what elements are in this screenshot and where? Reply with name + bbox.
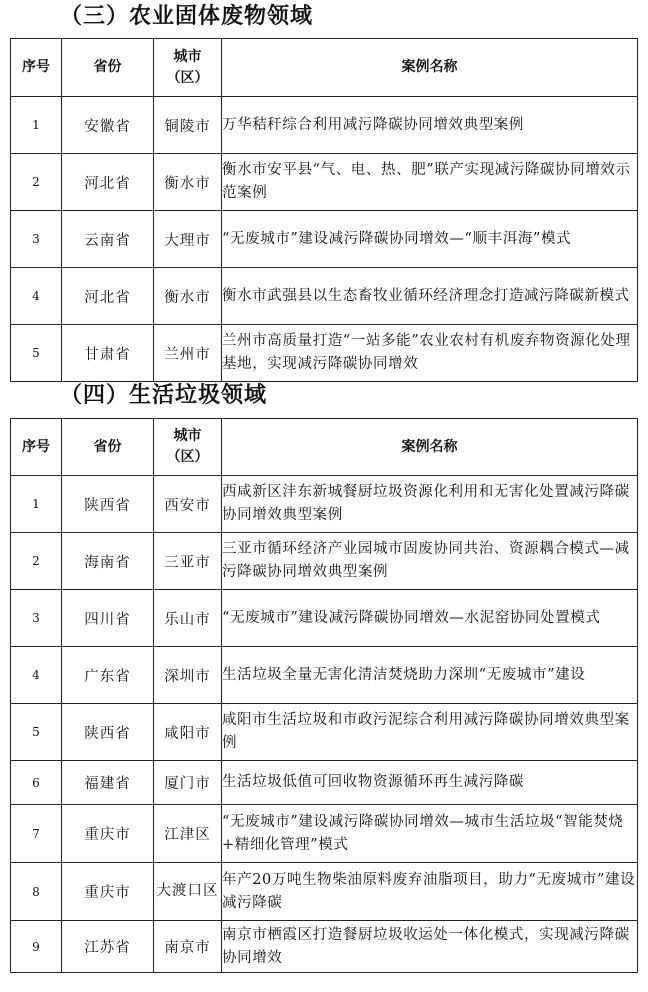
row-case-name: 兰州市高质量打造“一站多能”农业农村有机废弃物资源化处理基地，实现减污降碳协同增效 [222, 325, 638, 382]
row-case-name: “无废城市”建设减污降碳协同增效—水泥窑协同处置模式 [222, 590, 638, 647]
table-row [11, 211, 638, 268]
row-case-name: 三亚市循环经济产业园城市固废协同共治、资源耦合模式—减污降碳协同增效典型案例 [222, 533, 638, 590]
row-case-name: 衡水市安平县“气、电、热、肥”联产实现减污降碳协同增效示范案例 [222, 154, 638, 211]
row-city: 衡水市 [154, 268, 222, 325]
row-no: 3 [11, 211, 62, 268]
table-row [11, 921, 638, 973]
row-province: 河北省 [62, 154, 154, 211]
row-no: 9 [11, 921, 62, 973]
row-case-name: 万华秸秆综合利用减污降碳协同增效典型案例 [222, 97, 638, 154]
row-case-name: 生活垃圾全量无害化清洁焚烧助力深圳“无废城市”建设 [222, 647, 638, 704]
row-province: 重庆市 [62, 805, 154, 863]
row-city: 铜陵市 [154, 97, 222, 154]
row-province: 重庆市 [62, 863, 154, 921]
table-row [11, 154, 638, 211]
row-no: 4 [11, 268, 62, 325]
col-header-province: 省份 [62, 419, 154, 476]
row-province: 海南省 [62, 533, 154, 590]
row-city: 乐山市 [154, 590, 222, 647]
row-no: 4 [11, 647, 62, 704]
row-province: 广东省 [62, 647, 154, 704]
row-no: 1 [11, 476, 62, 533]
row-province: 安徽省 [62, 97, 154, 154]
row-case-name: “无废城市”建设减污降碳协同增效—城市生活垃圾“智能焚烧+精细化管理”模式 [222, 805, 638, 863]
row-case-name: 年产20万吨生物柴油原料废弃油脂项目，助力“无废城市”建设减污降碳 [222, 863, 638, 921]
row-city: 深圳市 [154, 647, 222, 704]
row-city: 江津区 [154, 805, 222, 863]
row-province: 云南省 [62, 211, 154, 268]
agri-waste-case-table [10, 38, 638, 382]
row-no: 1 [11, 97, 62, 154]
row-city: 三亚市 [154, 533, 222, 590]
col-header-city-line1: 城市 [173, 48, 202, 65]
row-city: 南京市 [154, 921, 222, 973]
row-no: 5 [11, 704, 62, 761]
section-4-heading: （四）生活垃圾领域 [60, 383, 268, 408]
row-case-name: 西咸新区沣东新城餐厨垃圾资源化利用和无害化处置减污降碳协同增效典型案例 [222, 476, 638, 533]
table-header-row [11, 419, 638, 476]
table-row [11, 325, 638, 382]
row-province: 江苏省 [62, 921, 154, 973]
table-row [11, 805, 638, 863]
row-case-name: “无废城市”建设减污降碳协同增效—“顺丰洱海”模式 [222, 211, 638, 268]
row-city: 咸阳市 [154, 704, 222, 761]
row-province: 河北省 [62, 268, 154, 325]
row-city: 西安市 [154, 476, 222, 533]
row-city: 大渡口区 [154, 863, 222, 921]
col-header-province: 省份 [62, 39, 154, 97]
col-header-no: 序号 [11, 419, 62, 476]
col-header-no: 序号 [11, 39, 62, 97]
row-case-name: 咸阳市生活垃圾和市政污泥综合利用减污降碳协同增效典型案例 [222, 704, 638, 761]
row-no: 2 [11, 154, 62, 211]
col-header-case-name: 案例名称 [222, 39, 638, 97]
col-header-city [154, 39, 222, 97]
col-header-city-line2: （区） [166, 69, 209, 86]
row-province: 四川省 [62, 590, 154, 647]
row-province: 陕西省 [62, 476, 154, 533]
row-no: 5 [11, 325, 62, 382]
col-header-city-line2: （区） [166, 449, 209, 465]
table-row [11, 590, 638, 647]
row-province: 福建省 [62, 761, 154, 805]
row-no: 6 [11, 761, 62, 805]
row-city: 大理市 [154, 211, 222, 268]
table-row [11, 476, 638, 533]
section-3-heading: （三）农业固体废物领域 [60, 4, 314, 29]
row-province: 甘肃省 [62, 325, 154, 382]
row-province: 陕西省 [62, 704, 154, 761]
table-row [11, 268, 638, 325]
row-case-name: 南京市栖霞区打造餐厨垃圾收运处一体化模式，实现减污降碳协同增效 [222, 921, 638, 973]
table-row [11, 97, 638, 154]
col-header-case-name: 案例名称 [222, 419, 638, 476]
table-row [11, 533, 638, 590]
col-header-city [154, 419, 222, 476]
table-row [11, 761, 638, 805]
col-header-city-line1: 城市 [173, 428, 202, 444]
table-row [11, 704, 638, 761]
table-row [11, 647, 638, 704]
row-case-name: 生活垃圾低值可回收物资源循环再生减污降碳 [222, 761, 638, 805]
row-city: 厦门市 [154, 761, 222, 805]
row-city: 兰州市 [154, 325, 222, 382]
table-row [11, 863, 638, 921]
household-waste-case-table [10, 418, 638, 973]
row-no: 3 [11, 590, 62, 647]
row-no: 2 [11, 533, 62, 590]
row-city: 衡水市 [154, 154, 222, 211]
row-no: 7 [11, 805, 62, 863]
row-no: 8 [11, 863, 62, 921]
table-header-row [11, 39, 638, 97]
row-case-name: 衡水市武强县以生态畜牧业循环经济理念打造减污降碳新模式 [222, 268, 638, 325]
